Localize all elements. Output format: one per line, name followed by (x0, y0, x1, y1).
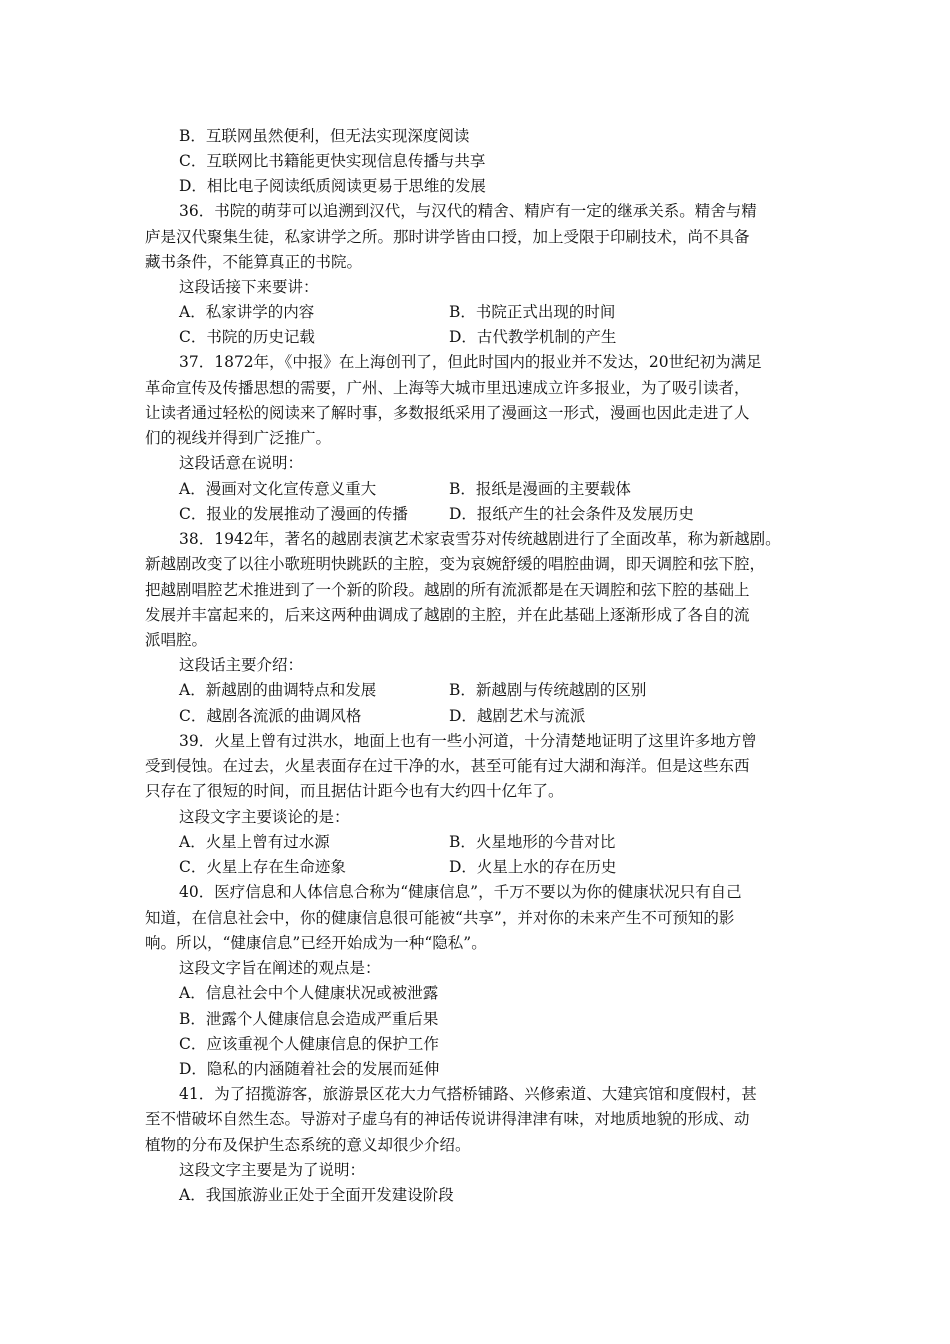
q38-text-line-5: 派唱腔。 (145, 631, 208, 649)
q36-option-b: B．书院正式出现的时间 (449, 303, 616, 321)
q39-option-b: B．火星地形的今昔对比 (449, 833, 616, 851)
q39-prompt: 这段文字主要谈论的是： (179, 808, 350, 826)
q40-prompt: 这段文字旨在阐述的观点是： (179, 959, 381, 977)
q36-text-line-1: 36．书院的萌芽可以追溯到汉代，与汉代的精舍、精庐有一定的继承关系。精舍与精 (179, 202, 757, 220)
q36-prompt: 这段话接下来要讲： (179, 278, 319, 296)
q36-text-line-2: 庐是汉代聚集生徒，私家讲学之所。那时讲学皆由口授，加上受限于印刷技术，尚不具备 (145, 228, 750, 246)
q37-text-line-4: 们的视线并得到广泛推广。 (145, 429, 332, 447)
q40-option-b: B．泄露个人健康信息会造成严重后果 (179, 1010, 439, 1028)
q39-text-line-1: 39．火星上曾有过洪水，地面上也有一些小河道，十分清楚地证明了这里许多地方曾 (179, 732, 757, 750)
q40-text-line-3: 响。所以，“健康信息”已经开始成为一种“隐私”。 (145, 934, 487, 952)
q37-option-d: D．报纸产生的社会条件及发展历史 (449, 505, 694, 523)
q38-option-d: D．越剧艺术与流派 (449, 707, 586, 725)
q40-text-line-2: 知道，在信息社会中，你的健康信息很可能被“共享”，并对你的未来产生不可预知的影 (145, 909, 735, 927)
q38-text-line-3: 把越剧唱腔艺术推进到了一个新的阶段。越剧的所有流派都是在天调腔和弦下腔的基础上 (145, 581, 750, 599)
q36-option-a: A．私家讲学的内容 (179, 303, 315, 321)
q39-text-line-3: 只存在了很短的时间，而且据估计距今也有大约四十亿年了。 (145, 782, 564, 800)
q37-option-b: B．报纸是漫画的主要载体 (449, 480, 631, 498)
q39-text-line-2: 受到侵蚀。在过去，火星表面存在过干净的水，甚至可能有过大湖和海洋。但是这些东西 (145, 757, 750, 775)
q35-option-d: D．相比电子阅读纸质阅读更易于思维的发展 (179, 177, 486, 195)
q38-option-c: C．越剧各流派的曲调风格 (179, 707, 362, 725)
q37-text-line-1: 37．1872年，《中报》在上海创刊了，但此时国内的报业并不发达，20世纪初为满足 (179, 353, 762, 371)
q41-text-line-2: 至不惜破坏自然生态。导游对子虚乌有的神话传说讲得津津有味，对地质地貌的形成、动 (145, 1110, 750, 1128)
q35-option-c: C．互联网比书籍能更快实现信息传播与共享 (179, 152, 486, 170)
q40-text-line-1: 40．医疗信息和人体信息合称为“健康信息”，千万不要以为你的健康状况只有自己 (179, 883, 742, 901)
q37-text-line-3: 让读者通过轻松的阅读来了解时事，多数报纸采用了漫画这一形式，漫画也因此走进了人 (145, 404, 750, 422)
q41-prompt: 这段文字主要是为了说明： (179, 1161, 366, 1179)
q38-option-b: B．新越剧与传统越剧的区别 (449, 681, 647, 699)
q38-text-line-2: 新越剧改变了以往小歌班明快跳跃的主腔，变为哀婉舒缓的唱腔曲调，即天调腔和弦下腔， (145, 555, 766, 573)
q39-option-a: A．火星上曾有过水源 (179, 833, 330, 851)
q40-option-a: A．信息社会中个人健康状况或被泄露 (179, 984, 439, 1002)
q39-option-c: C．火星上存在生命迹象 (179, 858, 346, 876)
q38-option-a: A．新越剧的曲调特点和发展 (179, 681, 377, 699)
q36-option-d: D．古代教学机制的产生 (449, 328, 617, 346)
q37-text-line-2: 革命宣传及传播思想的需要，广州、上海等大城市里迅速成立许多报业，为了吸引读者， (145, 379, 750, 397)
q41-text-line-1: 41．为了招揽游客，旅游景区花大力气搭桥铺路、兴修索道、大建宾馆和度假村，甚 (179, 1085, 757, 1103)
q41-option-a: A．我国旅游业正处于全面开发建设阶段 (179, 1186, 454, 1204)
q41-text-line-3: 植物的分布及保护生态系统的意义却很少介绍。 (145, 1136, 471, 1154)
q36-text-line-3: 藏书条件，不能算真正的书院。 (145, 253, 363, 271)
q37-prompt: 这段话意在说明： (179, 454, 304, 472)
q40-option-c: C．应该重视个人健康信息的保护工作 (179, 1035, 439, 1053)
q36-option-c: C．书院的历史记载 (179, 328, 315, 346)
q38-text-line-4: 发展并丰富起来的，后来这两种曲调成了越剧的主腔，并在此基础上逐渐形成了各自的流 (145, 606, 750, 624)
q38-text-line-1: 38．1942年，著名的越剧表演艺术家袁雪芬对传统越剧进行了全面改革，称为新越剧。 (179, 530, 781, 548)
q37-option-c: C．报业的发展推动了漫画的传播 (179, 505, 408, 523)
q40-option-d: D．隐私的内涵随着社会的发展而延伸 (179, 1060, 440, 1078)
q35-option-b: B．互联网虽然便利，但无法实现深度阅读 (179, 127, 470, 145)
q37-option-a: A．漫画对文化宣传意义重大 (179, 480, 377, 498)
q39-option-d: D．火星上水的存在历史 (449, 858, 617, 876)
q38-prompt: 这段话主要介绍： (179, 656, 304, 674)
